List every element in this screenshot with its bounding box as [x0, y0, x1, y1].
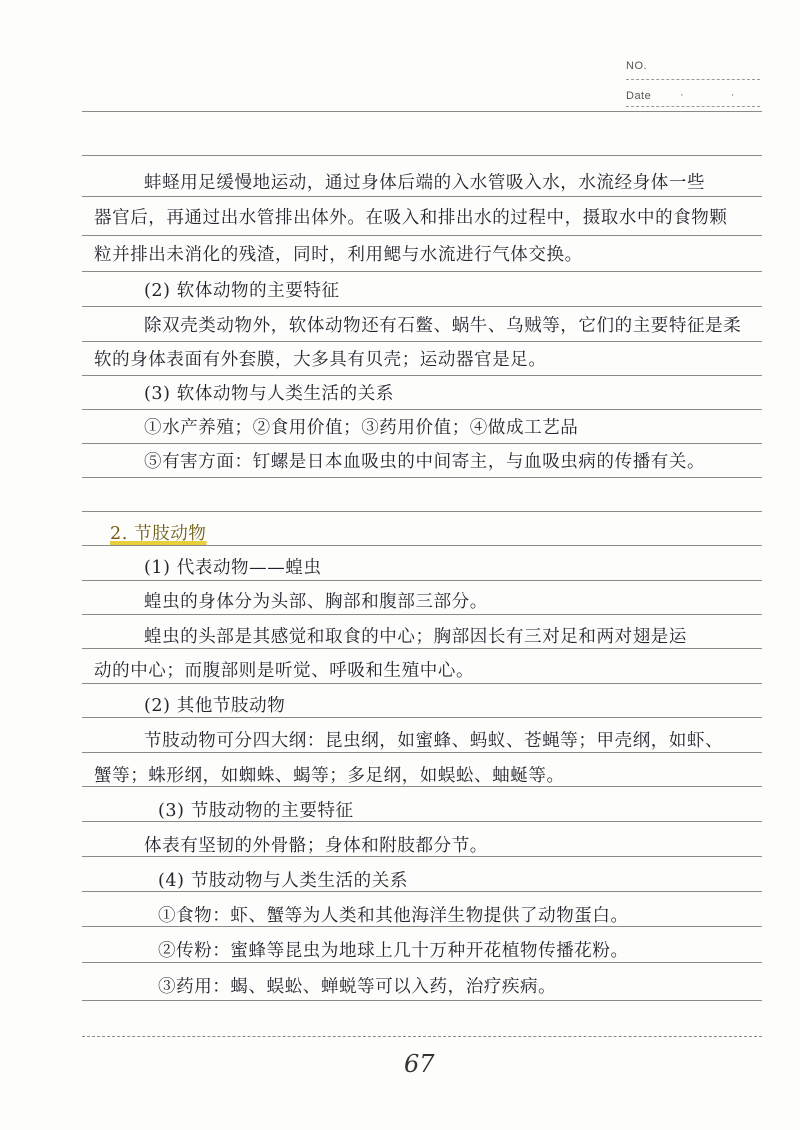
text-line: ①食物：虾、蟹等为人类和其他海洋生物提供了动物蛋白。	[158, 906, 629, 926]
text-line: ③药用：蝎、蜈蚣、蝉蜕等可以入药，治疗疾病。	[158, 977, 557, 997]
ruled-line	[82, 375, 762, 376]
ruled-line	[82, 111, 762, 112]
ruled-line	[82, 155, 762, 156]
text-line: ②传粉：蜜蜂等昆虫为地球上几十万种开花植物传播花粉。	[158, 941, 629, 961]
ruled-line	[82, 235, 762, 236]
subheading: (1) 代表动物——蝗虫	[144, 558, 322, 578]
header-date-marks: · ·	[680, 89, 757, 101]
section-heading: 2. 节肢动物	[110, 524, 207, 544]
header-date-label: Date	[626, 90, 652, 102]
text-line: ①水产养殖；②食用价值；③药用价值；④做成工艺品	[144, 418, 579, 438]
ruled-line	[82, 409, 762, 410]
text-line: 软的身体表面有外套膜，大多具有贝壳；运动器官是足。	[94, 350, 547, 370]
ruled-line	[82, 306, 762, 307]
ruled-line	[82, 477, 762, 478]
text-line: 体表有坚韧的外骨骼；身体和附肢都分节。	[144, 836, 488, 856]
subheading: (4) 节肢动物与人类生活的关系	[158, 871, 408, 891]
text-line: 节肢动物可分四大纲：昆虫纲，如蜜蜂、蚂蚁、苍蝇等；甲壳纲，如虾、	[144, 731, 724, 751]
text-line: 粒并排出未消化的残渣，同时，利用鳃与水流进行气体交换。	[94, 245, 583, 265]
ruled-line	[82, 511, 762, 512]
subheading: (2) 软体动物的主要特征	[144, 281, 340, 301]
text-line: 蟹等；蛛形纲，如蜘蛛、蝎等；多足纲，如蜈蚣、蚰蜒等。	[94, 766, 565, 786]
text-line: 蝗虫的头部是其感觉和取食的中心；胸部因长有三对足和两对翅是运	[144, 627, 687, 647]
subheading: (2) 其他节肢动物	[144, 696, 286, 716]
page-number: 67	[404, 1050, 435, 1078]
text-line: 器官后，再通过出水管排出体外。在吸入和排出水的过程中，摄取水中的食物颗	[94, 208, 728, 228]
text-line: 动的中心；而腹部则是听觉、呼吸和生殖中心。	[94, 661, 475, 681]
text-line: 除双壳类动物外，软体动物还有石鳖、蜗牛、乌贼等，它们的主要特征是柔	[144, 316, 742, 336]
text-line: 蝗虫的身体分为头部、胸部和腹部三部分。	[144, 592, 488, 612]
ruled-line	[82, 443, 762, 444]
bottom-dashed-line	[82, 1036, 762, 1037]
header-no-dotted-line	[626, 79, 760, 80]
text-line: 蚌蛏用足缓慢地运动，通过身体后端的入水管吸入水，水流经身体一些	[144, 173, 706, 193]
subheading: (3) 节肢动物的主要特征	[158, 801, 354, 821]
text-line: ⑤有害方面：钉螺是日本血吸虫的中间寄主，与血吸虫病的传播有关。	[144, 452, 706, 472]
header-date-dotted-line	[626, 106, 760, 107]
ruled-line	[82, 271, 762, 272]
ruled-line	[82, 341, 762, 342]
header-no-label: NO.	[626, 60, 648, 72]
subheading: (3) 软体动物与人类生活的关系	[144, 384, 394, 404]
